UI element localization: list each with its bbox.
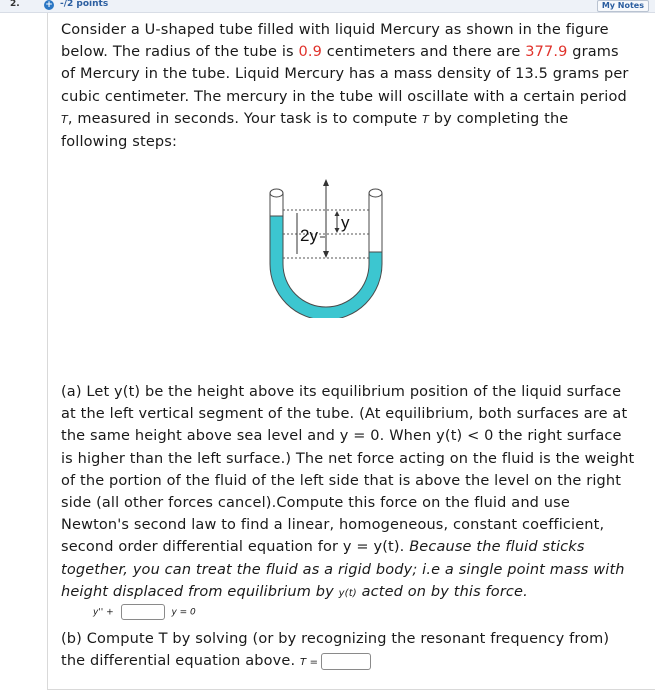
tau-symbol: T: [422, 112, 430, 126]
part-a-line: second order differential equation for y = y(t).: [61, 539, 410, 556]
tube-left-opening: [270, 189, 283, 197]
part-a-italic: Because the fluid sticks: [409, 539, 585, 556]
radius-value: 0.9: [298, 44, 323, 61]
equation-right: y = 0: [171, 607, 196, 618]
part-a-line: side (all other forces cancel).Compute this force on the fluid and use: [61, 495, 570, 512]
equation-left: y'' +: [93, 607, 114, 618]
label-2y: 2y: [300, 226, 318, 245]
part-a-italic: together, you can treat the fluid as a rigid body; i.e a single point mass with: [61, 561, 625, 578]
part-a-text: [61, 381, 641, 605]
y-of-t: y(t): [338, 587, 357, 599]
mass-value: 377.9: [525, 44, 568, 61]
period-input[interactable]: [321, 653, 371, 670]
u-tube-figure: [262, 178, 392, 318]
tau-symbol: T: [61, 112, 68, 126]
intro-line: following steps:: [61, 134, 177, 151]
part-a-line: Newton's second law to find a linear, homogeneous, constant coefficient,: [61, 517, 605, 534]
intro-line: grams: [567, 44, 619, 61]
intro-line: by completing the: [429, 110, 569, 127]
arrow-head-icon: [323, 251, 329, 258]
part-b-line: the differential equation above.: [61, 653, 300, 670]
part-a-line: (a) Let y(t) be the height above its equilibrium position of the liquid surface: [61, 384, 622, 400]
intro-line: of Mercury in the tube. Liquid Mercury has a mass density of 13.5 grams per: [61, 66, 629, 83]
equation-row: [93, 604, 196, 620]
intro-line: Consider a U-shaped tube filled with liquid Mercury as shown in the figure: [61, 22, 609, 38]
intro-line: , measured in seconds. Your task is to compute: [67, 110, 423, 127]
part-a-line: of the portion of the fluid of the left side that is above the level on the right: [61, 472, 622, 489]
intro-line: centimeters and there are: [322, 44, 526, 61]
part-b-line: (b) Compute T by solving (or by recognizing the resonant frequency from): [61, 631, 610, 647]
label-y: y: [341, 213, 350, 232]
plus-circle-icon[interactable]: +: [45, 0, 53, 10]
part-b-text: [61, 628, 636, 674]
arrow-head-icon: [323, 179, 329, 186]
t-label: T =: [299, 657, 319, 669]
intro-line: cubic centimeter. The mercury in the tube will oscillate with a certain period: [61, 88, 627, 105]
part-a-line: at the left vertical segment of the tube. (At equilibrium, both surfaces are at: [61, 406, 628, 423]
question-number: 2.: [10, 0, 20, 9]
intro-line: below. The radius of the tube is: [61, 44, 299, 61]
part-a-line: the same height above sea level and y = 0. When y(t) < 0 the right surface: [61, 428, 622, 445]
points-label: -/2 points: [60, 0, 109, 9]
part-a-line: is higher than the left surface.) The net force acting on the fluid is the weight: [61, 450, 635, 467]
part-a-italic: height displaced from equilibrium by: [61, 583, 339, 600]
arrow-head-icon: [335, 228, 340, 233]
problem-intro: [61, 19, 636, 153]
part-a-italic: acted on by this force.: [356, 583, 528, 600]
arrow-head-icon: [335, 211, 340, 216]
tube-right-opening: [369, 189, 382, 197]
question-header: [0, 0, 655, 13]
coefficient-input[interactable]: [121, 604, 165, 620]
my-notes-button[interactable]: My Notes: [597, 0, 649, 12]
